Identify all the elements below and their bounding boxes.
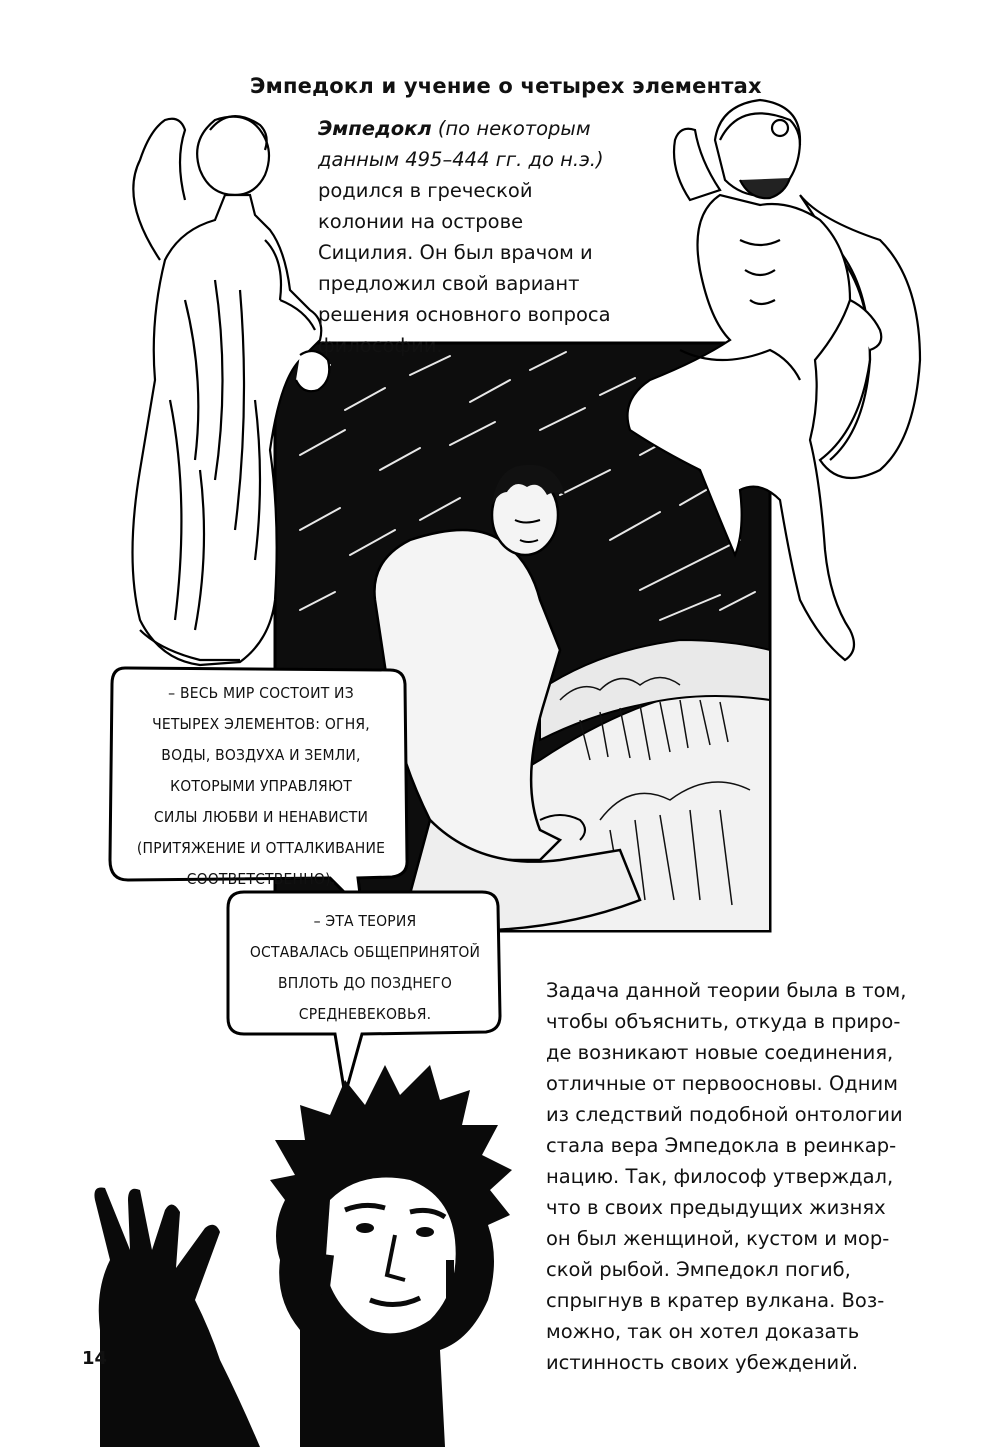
body-line: отличные от первоосновы. Одним (546, 1072, 898, 1095)
bubble1-line: (ПРИТЯЖЕНИЕ И ОТТАЛКИВАНИЕ (136, 839, 386, 857)
body-line: он был женщиной, кустом и мор- (546, 1227, 890, 1250)
bubble1-line: СООТВЕТСТВЕННО). (186, 870, 336, 888)
body-line: нацию. Так, философ утверждал, (546, 1165, 894, 1188)
bubble2-line: СРЕДНЕВЕКОВЬЯ. (298, 1005, 432, 1023)
bubble2-line: ВПЛОТЬ ДО ПОЗДНЕГО (277, 974, 452, 992)
body-line: можно, так он хотел доказать (546, 1320, 860, 1343)
body-line: чтобы объяснить, откуда в приро- (546, 1010, 901, 1033)
body-line: Задача данной теории была в том, (546, 979, 907, 1002)
body-paragraph (546, 975, 926, 1378)
bubble1-line: – ВЕСЬ МИР СОСТОИТ ИЗ (168, 684, 354, 702)
speech-bubble-1-text (118, 678, 404, 895)
silhouette-figure (94, 1065, 512, 1447)
intro-dates: (по некоторым данным 495–444 гг. до н.э.) (318, 117, 604, 171)
bubble1-line: ЧЕТЫРЕХ ЭЛЕМЕНТОВ: ОГНЯ, (152, 715, 370, 733)
intro-paragraph (318, 113, 618, 361)
page-title: Эмпедокл и учение о четырех элементах (250, 74, 762, 98)
intro-rest: родился в греческой колонии на острове Сицилия. Он был врачом и предложил свой вариант решения основного вопроса философии. (318, 179, 611, 357)
body-line: ской рыбой. Эмпедокл погиб, (546, 1258, 851, 1281)
speech-bubble-2-text (234, 906, 496, 1030)
page-number: 14 (82, 1348, 108, 1369)
bubble1-line: КОТОРЫМИ УПРАВЛЯЮТ (170, 777, 352, 795)
bubble2-line: ОСТАВАЛАСЬ ОБЩЕПРИНЯТОЙ (249, 943, 481, 961)
body-line: спрыгнув в кратер вулкана. Воз- (546, 1289, 885, 1312)
bubble2-line: – ЭТА ТЕОРИЯ (313, 912, 417, 930)
intro-name: Эмпедокл (318, 117, 432, 140)
body-line: де возникают новые соединения, (546, 1041, 894, 1064)
body-line: стала вера Эмпедокла в реинкар- (546, 1134, 897, 1157)
body-line: истинность своих убеждений. (546, 1351, 859, 1374)
bubble1-line: СИЛЫ ЛЮБВИ И НЕНАВИСТИ (153, 808, 369, 826)
body-line: из следствий подобной онтологии (546, 1103, 903, 1126)
body-line: что в своих предыдущих жизнях (546, 1196, 886, 1219)
bubble1-line: ВОДЫ, ВОЗДУХА И ЗЕМЛИ, (161, 746, 361, 764)
